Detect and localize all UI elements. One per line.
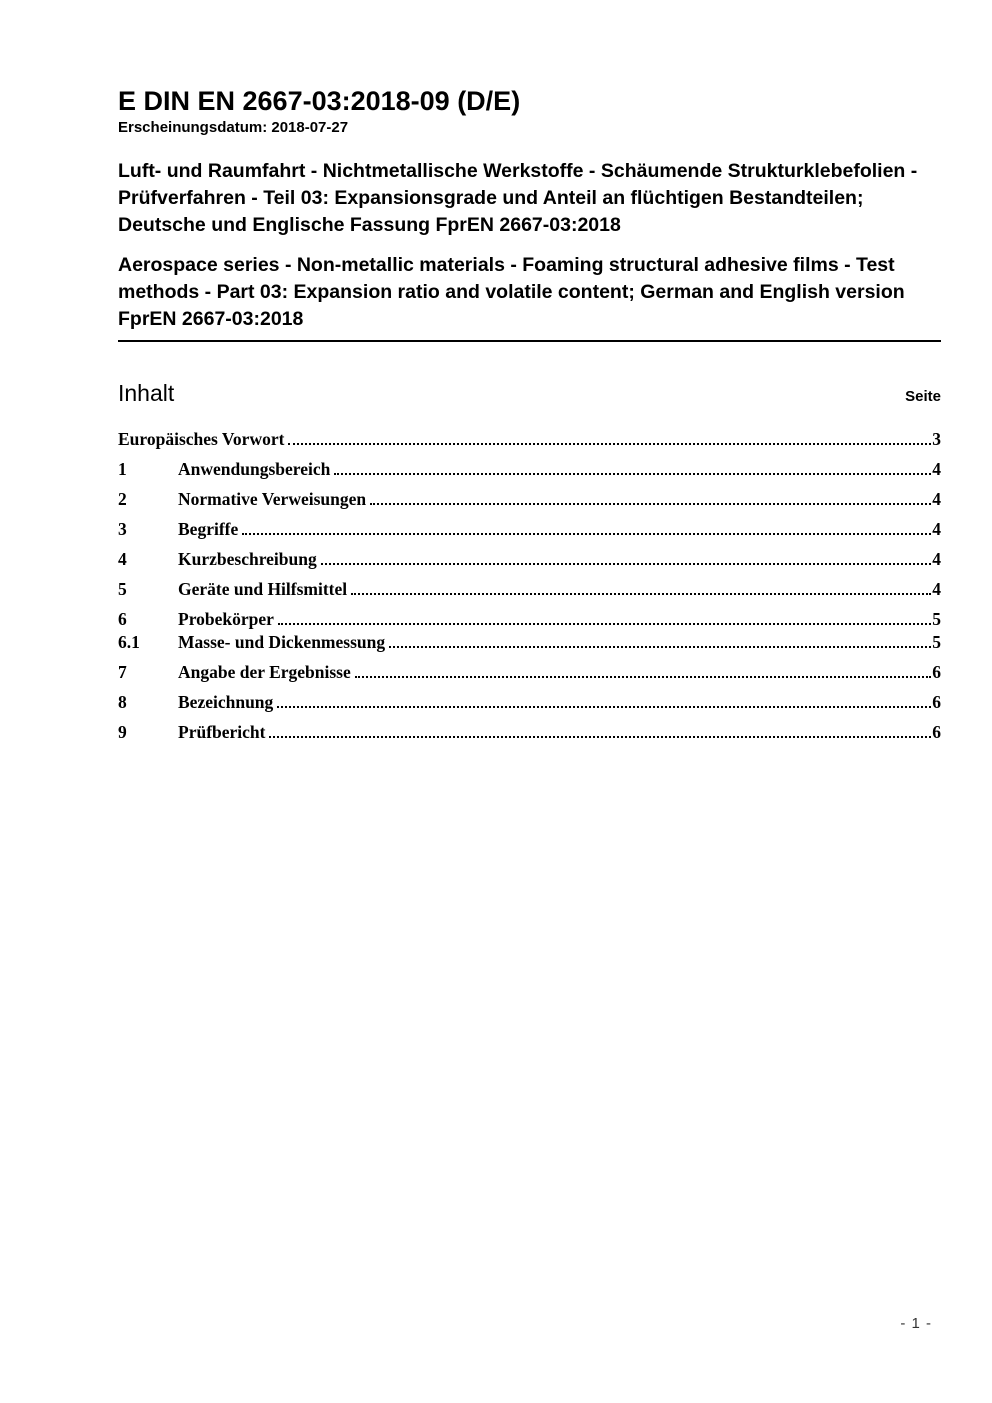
- toc-entry-label: Geräte und Hilfsmittel: [178, 579, 348, 599]
- toc-entry-number: 8: [118, 692, 127, 712]
- toc-entry-page: 4: [932, 459, 941, 479]
- toc-entry-page: 6: [932, 722, 941, 742]
- toc-list: [118, 429, 941, 743]
- toc-entry: [118, 519, 941, 540]
- toc-entry-number: 3: [118, 519, 127, 539]
- toc-entry-page: 6: [932, 692, 941, 712]
- toc-entry-number: 5: [118, 579, 127, 599]
- toc-entry-label: Masse- und Dickenmessung: [178, 632, 386, 652]
- toc-leader-dots: [321, 563, 932, 565]
- toc-entry-label: Prüfbericht: [178, 722, 266, 742]
- toc-entry: [118, 609, 941, 630]
- toc-entry: [118, 662, 941, 683]
- toc-entry-number: 7: [118, 662, 127, 682]
- toc-leader-dots: [370, 503, 931, 505]
- toc-entry-page: 3: [932, 429, 941, 449]
- toc-entry-number: 2: [118, 489, 127, 509]
- page-number-footer: - 1 -: [900, 1315, 932, 1332]
- toc-entry-page: 4: [932, 519, 941, 539]
- toc-leader-dots: [351, 593, 931, 595]
- toc-entry-page: 5: [932, 609, 941, 629]
- toc-entry: [118, 549, 941, 570]
- toc-entry: [118, 489, 941, 510]
- toc-entry-label: Bezeichnung: [178, 692, 274, 712]
- toc-entry-number: 1: [118, 459, 127, 479]
- title-english: Aerospace series - Non-metallic materials - Foaming structural adhesive films - Test methods - Part 03: Expansion ratio and volatile content; German and English version FprEN 2667-03:2018: [118, 254, 905, 330]
- title-german: Luft- und Raumfahrt - Nichtmetallische Werkstoffe - Schäumende Strukturklebefolien - Prüfverfahren - Teil 03: Expansionsgrade und Anteil an flüchtigen Bestandteilen; Deutsche und Englische Fassung FprEN 2667-03:2018: [118, 160, 918, 236]
- toc-entry-label: Anwendungsbereich: [178, 459, 331, 479]
- toc-entry: [118, 722, 941, 743]
- toc-leader-dots: [355, 676, 932, 678]
- toc-entry: [118, 692, 941, 713]
- toc-page-column-label: Seite: [905, 388, 941, 405]
- toc-entry-page: 4: [932, 549, 941, 569]
- toc-entry-label: Normative Verweisungen: [178, 489, 367, 509]
- toc-entry-number: 9: [118, 722, 127, 742]
- toc-entry: [118, 429, 941, 450]
- toc-leader-dots: [288, 443, 931, 445]
- toc-leader-dots: [389, 646, 931, 648]
- header-divider: [118, 340, 941, 342]
- toc-leader-dots: [269, 736, 931, 738]
- document-number: E DIN EN 2667-03:2018-09 (D/E): [118, 86, 521, 116]
- toc-heading: Inhalt: [118, 380, 175, 406]
- toc-entry-page: 4: [932, 489, 941, 509]
- publication-date: Erscheinungsdatum: 2018-07-27: [118, 119, 349, 136]
- toc-entry-number: 6.1: [118, 632, 140, 652]
- toc-header: [118, 380, 941, 407]
- toc-leader-dots: [278, 623, 931, 625]
- toc-leader-dots: [242, 533, 931, 535]
- toc-entry-page: 5: [932, 632, 941, 652]
- toc-entry-label: Probekörper: [178, 609, 274, 629]
- toc-entry-label: Kurzbeschreibung: [178, 549, 317, 569]
- document-page: [118, 86, 941, 743]
- toc-entry-label: Angabe der Ergebnisse: [178, 662, 351, 682]
- toc-entry: [118, 632, 941, 653]
- toc-entry-label: Europäisches Vorwort: [118, 429, 285, 449]
- toc-entry-page: 6: [932, 662, 941, 682]
- toc-entry: [118, 459, 941, 480]
- toc-entry-label: Begriffe: [178, 519, 239, 539]
- toc-leader-dots: [334, 473, 931, 475]
- toc-leader-dots: [277, 706, 931, 708]
- toc-entry: [118, 579, 941, 600]
- toc-entry-page: 4: [932, 579, 941, 599]
- toc-entry-number: 6: [118, 609, 127, 629]
- toc-entry-number: 4: [118, 549, 127, 569]
